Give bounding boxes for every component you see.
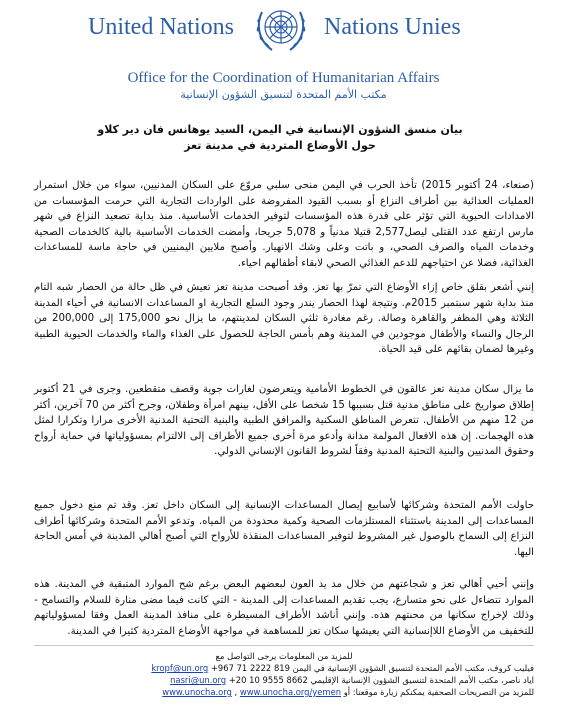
paragraph-4: حاولت الأمم المتحدة وشركائها لأسابيع إيصال المساعدات الإنسانية إلى السكان داخل تعز. وقد تم منع دخول جميع المساعدات إلى المدينة باستثناء المستلزمات الصحية وكمية محدودة من المياه. وتدعو الأمم المتحدة وشركائها أطراف النزاع إلى السماح بالوصول غير المشروط لتوفير المساعدات المنقذة للأرواح التي أصبح أهالي المدينة في أمس الحاجة اليها.: [34, 500, 534, 558]
website-link-2[interactable]: www.unocha.org/yemen: [239, 687, 342, 697]
statement-title: [60, 122, 500, 154]
title-line-1: بيان منسق الشؤون الإنسانية في اليمن، السيد يوهانس فان دير كلاو: [97, 123, 463, 136]
title-line-2: حول الأوضاع المتردية في مدينة تعز: [184, 139, 376, 152]
paragraph-3: ما يزال سكان مدينة تعز عالقون في الخطوط الأمامية ويتعرضون لغارات جوية وقصف متقطعين. وجرى في 21 أكتوبر إطلاق صواريخ على مناطق مدنية قتل بسببها 15 شخصا على الأقل، بينهم امرأة وطفلان، وجرح أكثر من 70 آخرين، أكثر من 12 منهم من الأطفال. تتعرض المناطق السكنية والمرافق الطبية والبنية التحتية المدنية الأخرى مرارا وتكرارا لمثل هذه الهجمات. إن هذه الافعال المولمة مدانة وأدعو مرة أخرى جميع الأطراف إلى الالتزام بمسؤولياتها في حماية أرواح وحقوق المدنيين والبنية التحتية المدنية وفقاً لشروط القانون الإنساني الدولي.: [34, 384, 534, 458]
paragraph-2: إنني أشعر بقلق خاص إزاء الأوضاع التي تمرّ بها تعز. وقد أصبحت مدينة تعز تعيش في ظل حالة من الحصار شبه التام منذ بداية شهر سبتمبر 2015م. ونتيجة لهذا الحصار يندر وجود السلع التجارية او المساعدات الانسانية في أحياء المدينة الثلاثة وهي المظفر والقاهرة وصالة. رغم مغادرة ثلثي السكان لمدينتهم، ما يزال نحو 175,000 إلى 200,000 من الرجال والنساء والأطفال موجودين في المدينة وهم بأمس الحاجة للحصول على الغذاء والماء والخدمات الحيوية الطبية وغيرها لضمان بقائهم على قيد الحياة.: [34, 282, 534, 356]
contact-2-email[interactable]: nasri@un.org: [170, 675, 227, 685]
website-link-1[interactable]: www.unocha.org: [162, 687, 232, 697]
contact-1: [34, 662, 534, 674]
org-name-fr: Nations Unies: [324, 14, 461, 40]
paragraph-5: وإنني أحيي أهالي تعز و شجاعتهم من خلال مد يد العون لبعضهم البعض برغم شح الموارد المتبقية في المدينة. هذه الموارد تتضاءل على نحو متسارع، يجب تقديم المساعدات إلى المدينة - التي كانت فيما مضى منارة للسلام والتسامح - وذلك لإخراج سكانها من محنتهم هذه. وإنني أناشد الأطراف المسيطرة على منافذ المدينة العمل وفقا لمسؤولياتهم للتخفيف من الأوضاع اللاإنسانية التي يعيشها سكان تعز للمساهمة في مواجهة الأوضاع المتردية كثيرا في المدينة.: [34, 579, 534, 637]
office-name-en: Office for the Coordination of Humanitarian Affairs: [127, 70, 440, 86]
un-emblem-icon: [250, 2, 312, 58]
paragraph-1: (صنعاء، 24 أكتوبر 2015) تأخذ الحرب في اليمن منحى سلبي مروّع على السكان المدنيين، سواء من خلال استمرار العمليات العدائية بين أطراف النزاع أو بسبب القيود المفروضة على الواردات التجارية التي حرمت المؤسسات من الامدادات الحيوية التي تؤثر على قدرة هذه المؤسسات لتوفير الخدمات الأساسية. منذ بداية تصعيد النزاع في شهر مارس ارتفع عدد القتلى ليصل2,577 قتيلا مدنياً و 5,078 جريحا، وأمضت الخدمات الأساسية بالية كالخدمات الصحية وخدمات المياه والصرف الصحي، و باتت وعلى وشك الانهيار. وأصبح ملايين اليمنيين في حاجة ماسة للمساعدات الغذائية، فضلا عن احتياجهم للدعم الغذائي الصحي لابقاء أطفالهم احياء.: [34, 180, 535, 269]
org-name-en: United Nations: [88, 14, 234, 40]
contact-2-text: اياد ناصر، مكتب الأمم المتحدة لتنسيق الشؤون الإنسانية الإقليمي 8662 9555 10 20+: [228, 675, 534, 685]
website-text: للمزيد من التصريحات الصحفية يمكنكم زيارة موقعنا: أو: [341, 687, 534, 697]
office-name-ar: مكتب الأمم المتحدة لتنسيق الشؤون الإنسانية: [180, 88, 387, 101]
contact-footer: [34, 645, 534, 698]
contact-1-text: فيليب كروف، مكتب الأمم المتحدة لتنسيق الشؤون الإنسانية في اليمن 819 2222 71 967+: [210, 663, 534, 673]
letterhead: [0, 0, 567, 62]
footer-heading: للمزيد من المعلومات يرجى التواصل مع: [215, 651, 353, 661]
contact-2: [34, 674, 534, 686]
website-line: للمزيد من التصريحات الصحفية يمكنكم زيارة موقعنا: أو www.unocha.org , www.unocha.org/yemen: [162, 687, 534, 697]
contact-1-email[interactable]: kropf@un.org: [151, 663, 209, 673]
